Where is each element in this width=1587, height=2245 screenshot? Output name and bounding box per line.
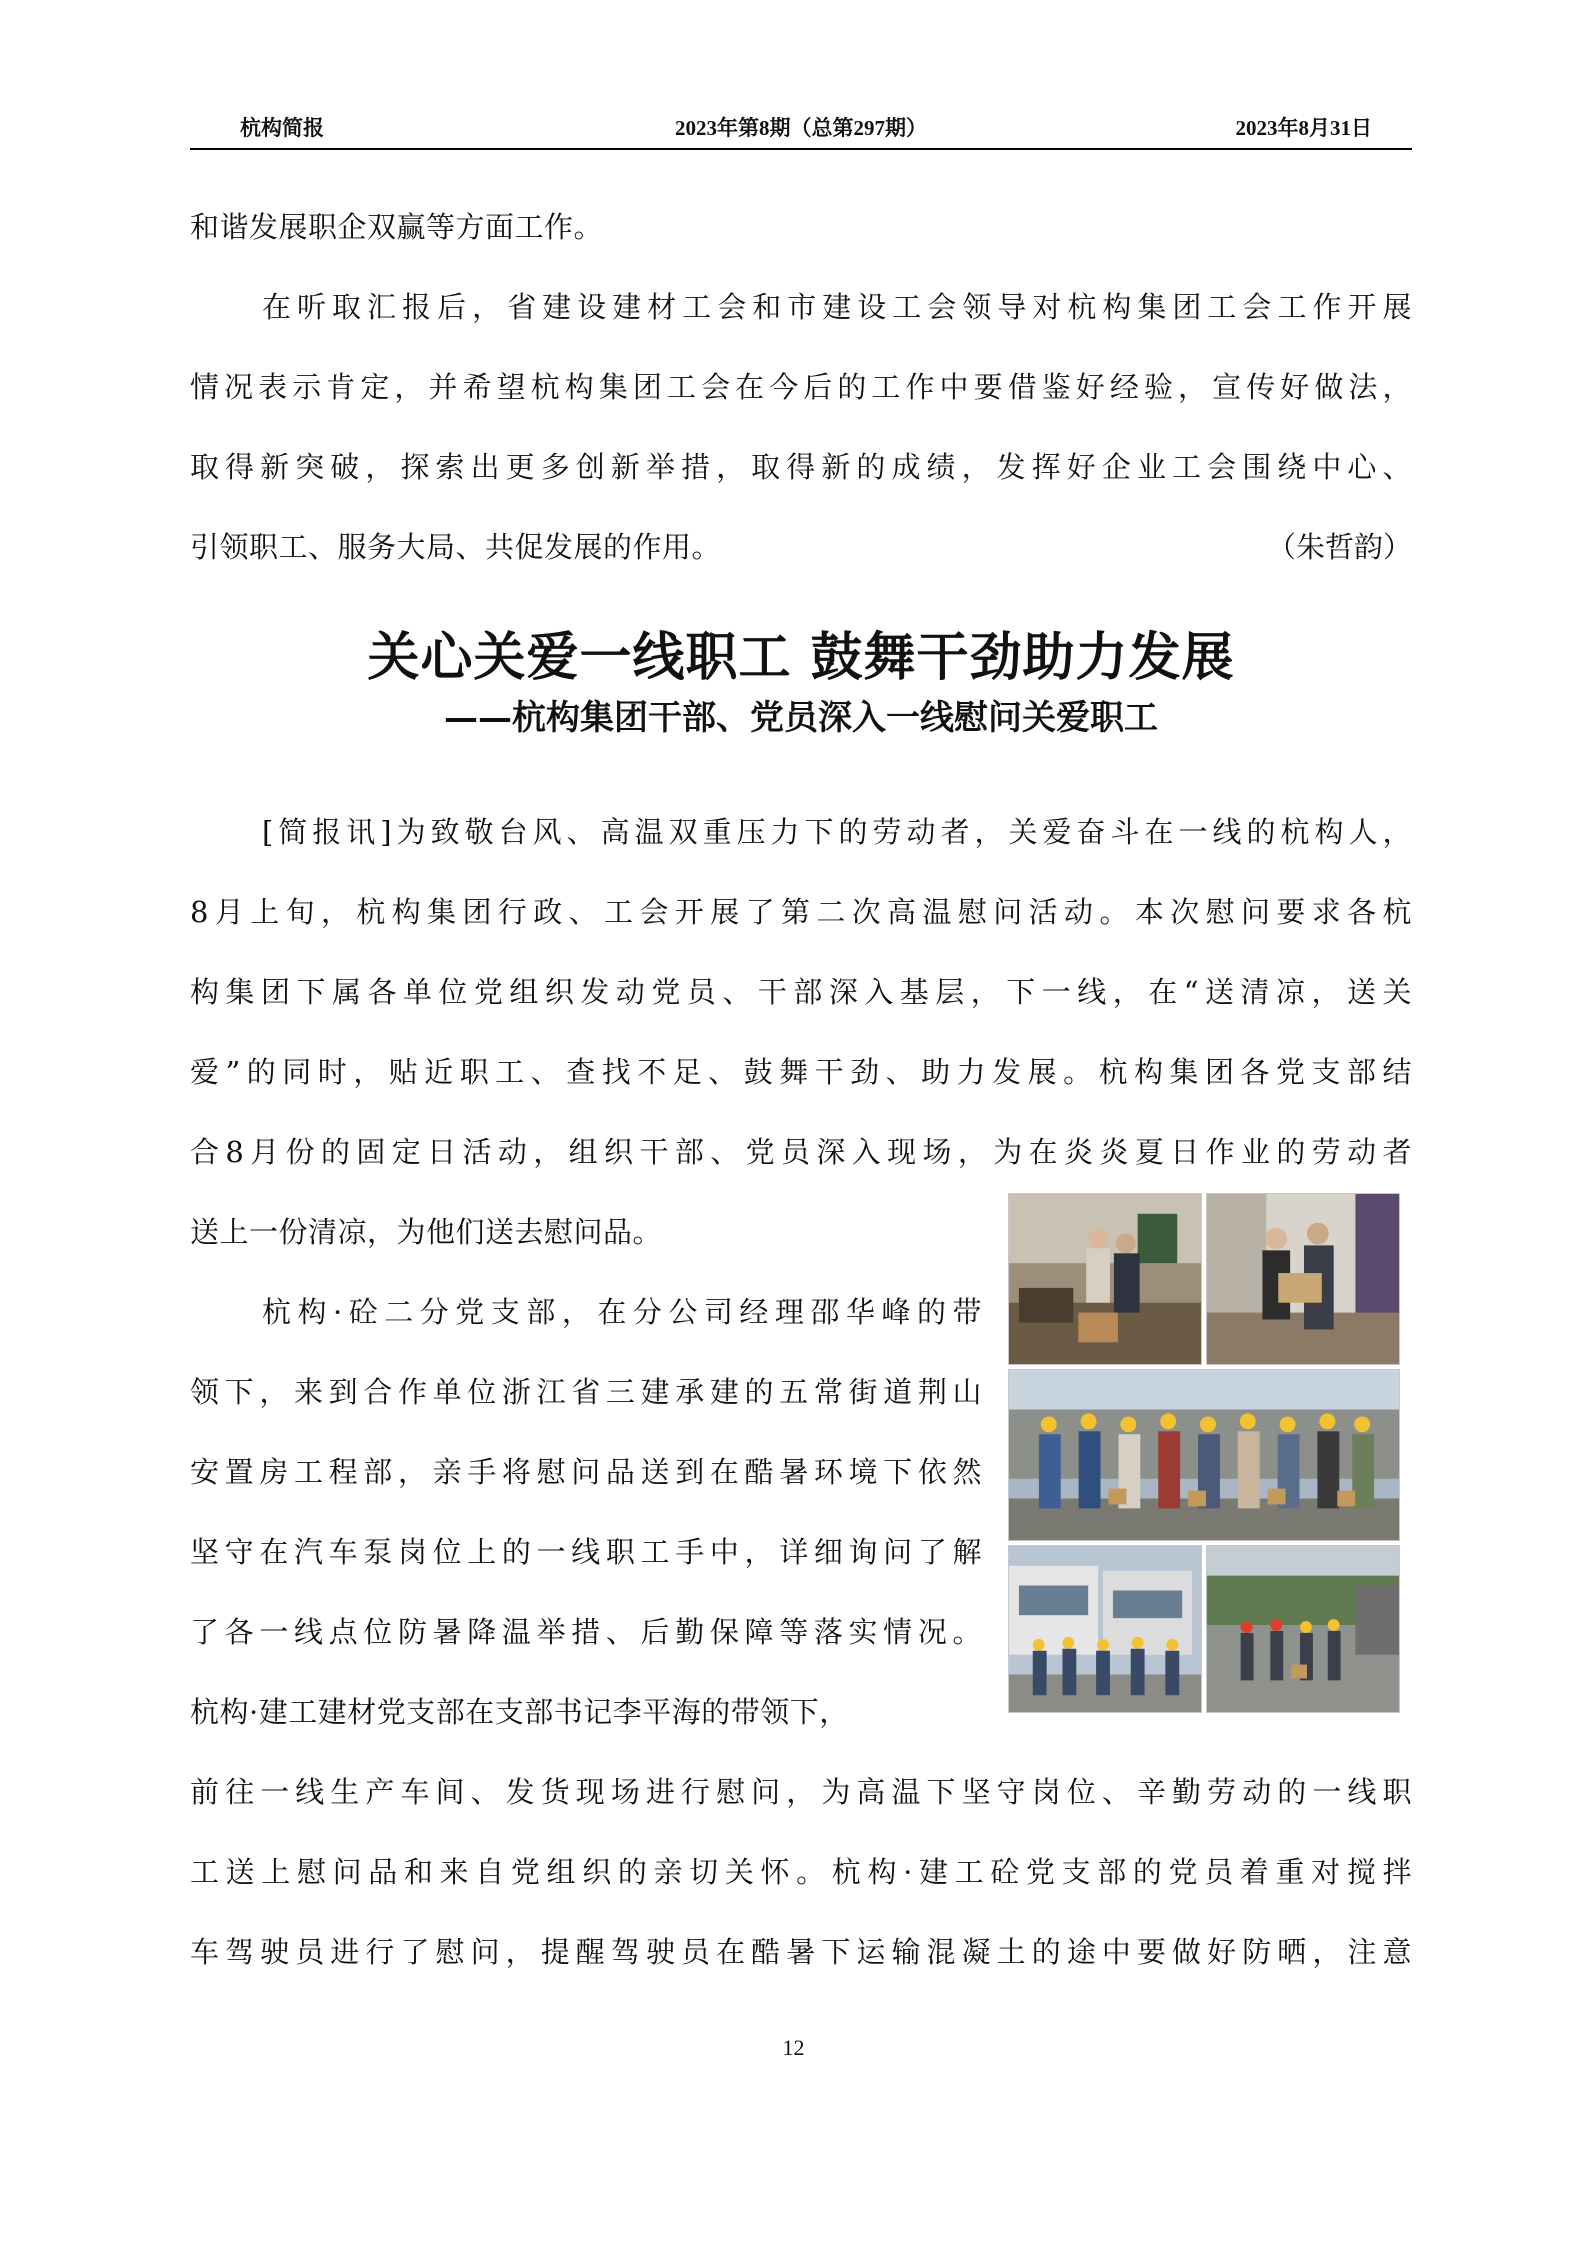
header-date: 2023年8月31日 (1235, 116, 1372, 140)
text-line: 合8月份的固定日活动，组织干部、党员深入现场，为在炎炎夏日作业的劳动者 (190, 1135, 1412, 1169)
text-line: 了各一线点位防暑降温举措、后勤保障等落实情况。 (190, 1615, 982, 1649)
text-line: 送上一份清凉，为他们送去慰问品。 (190, 1215, 663, 1249)
photo-collage (1008, 1193, 1400, 1713)
photo-truck-drivers (1008, 1545, 1202, 1713)
photo-outdoor-site (1206, 1545, 1400, 1713)
text-line: 在听取汇报后，省建设建材工会和市建设工会领导对杭构集团工会工作开展 (262, 290, 1412, 324)
article-title: 关心关爱一线职工 鼓舞干劲助力发展 (367, 627, 1235, 688)
photo-office-visit-1 (1008, 1193, 1202, 1365)
text-line: 8月上旬，杭构集团行政、工会开展了第二次高温慰问活动。本次慰问要求各杭 (190, 895, 1412, 929)
text-line: 和谐发展职企双赢等方面工作。 (190, 210, 604, 244)
text-line: 安置房工程部，亲手将慰问品送到在酷暑环境下依然 (190, 1455, 982, 1489)
text-line: 构集团下属各单位党组织发动党员、干部深入基层，下一线，在“送清凉，送关 (190, 975, 1412, 1009)
photo-group-construction-site (1008, 1369, 1400, 1541)
author-credit: （朱哲韵） (1266, 530, 1412, 564)
header-issue: 2023年第8期（总第297期） (675, 116, 927, 140)
text-line: 爱”的同时，贴近职工、查找不足、鼓舞干劲、助力发展。杭构集团各党支部结 (190, 1055, 1412, 1089)
text-line: 领下，来到合作单位浙江省三建承建的五常街道荆山 (190, 1375, 982, 1409)
text-line: 车驾驶员进行了慰问，提醒驾驶员在酷暑下运输混凝土的途中要做好防晒，注意 (190, 1935, 1412, 1969)
header-publication: 杭构简报 (240, 116, 324, 140)
page-header (190, 112, 1412, 150)
text-line: [简报讯]为致敬台风、高温双重压力下的劳动者，关爱奋斗在一线的杭构人， (262, 815, 1412, 849)
text-line: 情况表示肯定，并希望杭构集团工会在今后的工作中要借鉴好经验，宣传好做法， (190, 370, 1412, 404)
text-line: 工送上慰问品和来自党组织的亲切关怀。杭构·建工砼党支部的党员着重对搅拌 (190, 1855, 1412, 1889)
text-line: 坚守在汽车泵岗位上的一线职工手中，详细询问了解 (190, 1535, 982, 1569)
text-line: 杭构·建工建材党支部在支部书记李平海的带领下， (190, 1695, 849, 1729)
text-line: 取得新突破，探索出更多创新举措，取得新的成绩，发挥好企业工会围绕中心、 (190, 450, 1412, 484)
text-line: 前往一线生产车间、发货现场进行慰问，为高温下坚守岗位、辛勤劳动的一线职 (190, 1775, 1412, 1809)
text-line: 杭构·砼二分党支部，在分公司经理邵华峰的带 (262, 1295, 982, 1329)
page-number: 12 (782, 2035, 805, 2060)
article-subtitle: ——杭构集团干部、党员深入一线慰问关爱职工 (444, 698, 1158, 738)
photo-office-visit-2 (1206, 1193, 1400, 1365)
text-line: 引领职工、服务大局、共促发展的作用。 (190, 530, 722, 564)
